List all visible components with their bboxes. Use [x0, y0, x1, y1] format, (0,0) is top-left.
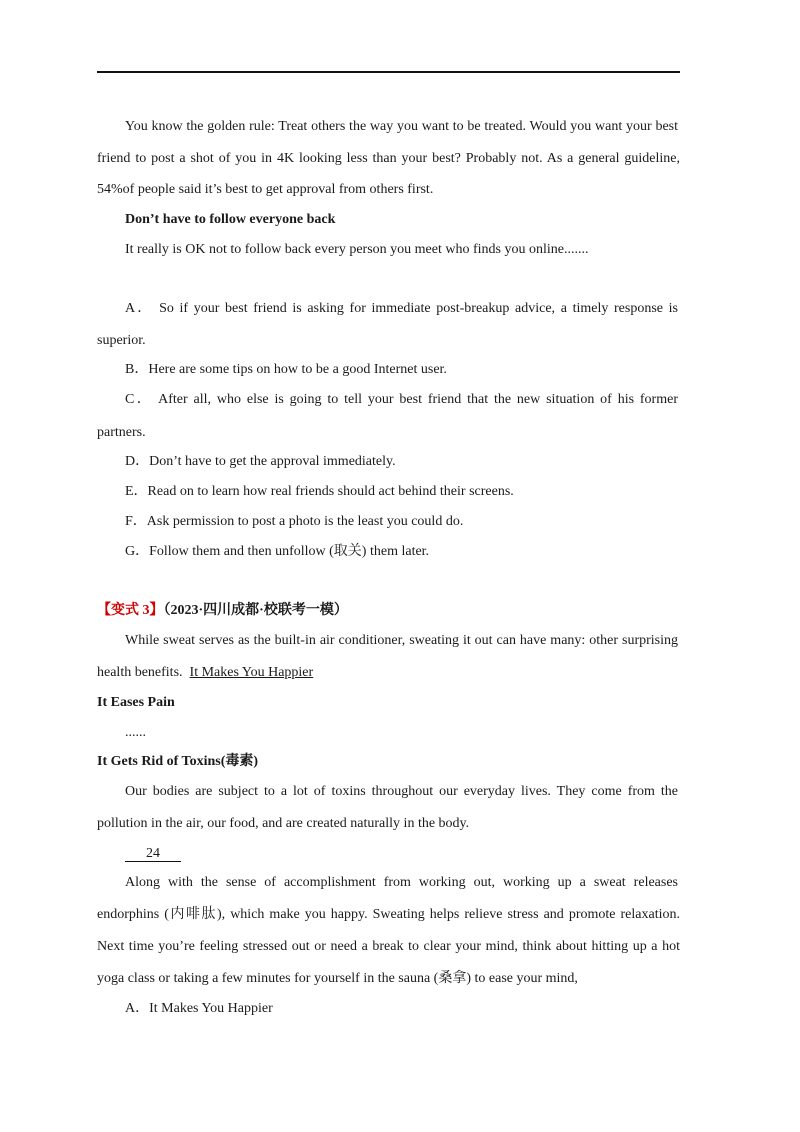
option-a: A． So if your best friend is asking for immediate post-breakup advice, a timely response is: [125, 301, 678, 316]
paragraph-line: pollution in the air, our food, and are created naturally in the body.: [97, 816, 470, 831]
option-b: B．Here are some tips on how to be a good Internet user.: [125, 362, 447, 377]
question-header: [97, 602, 348, 620]
option-e: E．Read on to learn how real friends should act behind their screens.: [125, 484, 514, 499]
paragraph-line: While sweat serves as the built-in air conditioner, sweating it out can have many: other surprising: [125, 633, 678, 648]
paragraph-line: It really is OK not to follow back every person you meet who finds you online.......: [125, 242, 589, 257]
paragraph-line: yoga class or taking a few minutes for yourself in the sauna (桑拿) to ease your mind,: [97, 971, 578, 986]
paragraph-line: Our bodies are subject to a lot of toxins throughout our everyday lives. They come from the: [125, 784, 678, 799]
underlined-heading: It Makes You Happier: [189, 665, 314, 680]
paragraph-line: [97, 664, 313, 682]
paragraph-line: Next time you’re feeling stressed out or need a break to clear your mind, think about hitting up a hot: [97, 939, 680, 954]
paragraph-line: 54%of people said it’s best to get approval from others first.: [97, 182, 434, 197]
ellipsis: ......: [125, 725, 146, 740]
blank-number: 24: [125, 846, 181, 862]
paragraph-line: endorphins (内啡肽), which make you happy. Sweating helps relieve stress and promote relaxation.: [97, 907, 680, 922]
section-heading: It Gets Rid of Toxins(毒素): [97, 754, 259, 769]
answer-option: A．It Makes You Happier: [125, 1001, 273, 1016]
paragraph-line: Along with the sense of accomplishment from working out, working up a sweat releases: [125, 875, 678, 890]
paragraph-line: friend to post a shot of you in 4K looking less than your best? Probably not. As a general guideline,: [97, 151, 680, 166]
paragraph-line: You know the golden rule: Treat others the way you want to be treated. Would you want your best: [125, 119, 678, 134]
option-a-continued: superior.: [97, 333, 146, 348]
option-f: F．Ask permission to post a photo is the least you could do.: [125, 514, 464, 529]
section-heading: Don’t have to follow everyone back: [125, 212, 336, 227]
header-rule: [97, 71, 680, 73]
option-d: D．Don’t have to get the approval immediately.: [125, 454, 396, 469]
answer-blank: [125, 845, 181, 863]
variant-tag: 【变式 3】: [97, 603, 164, 618]
option-c: C． After all, who else is going to tell your best friend that the new situation of his former: [125, 392, 678, 407]
section-heading: It Eases Pain: [97, 695, 175, 710]
intro-text: health benefits.: [97, 665, 183, 680]
option-c-continued: partners.: [97, 425, 146, 440]
question-source: （2023·四川成都·校联考一模）: [163, 603, 348, 618]
option-g: G．Follow them and then unfollow (取关) them later.: [125, 544, 430, 559]
